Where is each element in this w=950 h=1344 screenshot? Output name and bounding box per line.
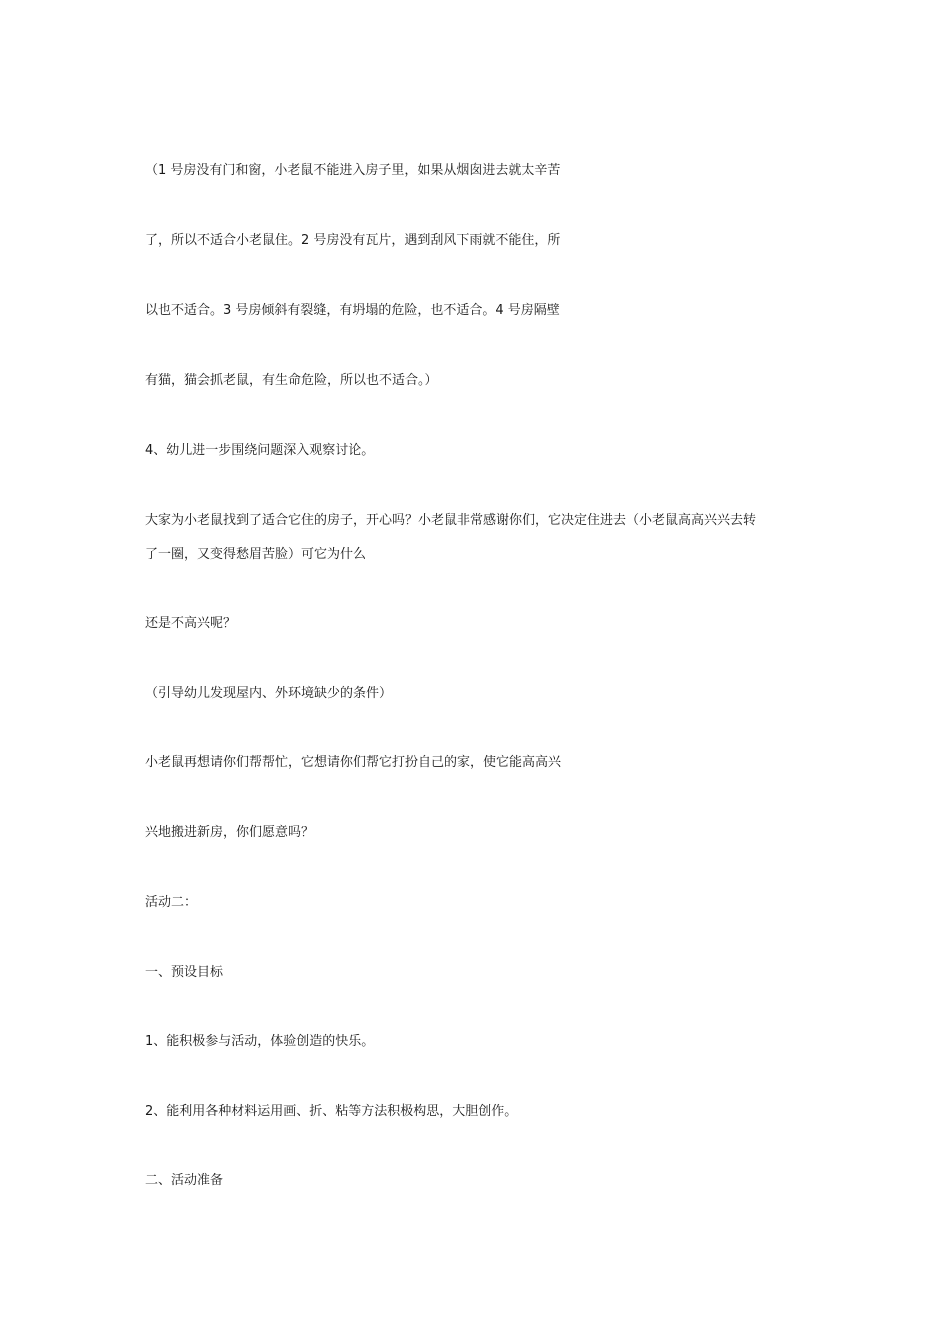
paragraph-line: （1 号房没有门和窗，小老鼠不能进入房子里，如果从烟囱进去就太辛苦	[145, 163, 561, 178]
paragraph-line: 了，所以不适合小老鼠住。2 号房没有瓦片，遇到刮风下雨就不能住，所	[145, 233, 561, 248]
list-item: 1、能积极参与活动，体验创造的快乐。	[145, 1034, 375, 1049]
section-heading: 一、预设目标	[145, 965, 224, 980]
paragraph-line: 小老鼠再想请你们帮帮忙，它想请你们帮它打扮自己的家，使它能高高兴	[145, 755, 562, 770]
paragraph-line: （引导幼儿发现屋内、外环境缺少的条件）	[145, 686, 393, 701]
paragraph-line: 兴地搬进新房，你们愿意吗？	[145, 825, 315, 840]
list-item: 2、能利用各种材料运用画、折、粘等方法积极构思，大胆创作。	[145, 1104, 518, 1119]
paragraph-line: 4、幼儿进一步围绕问题深入观察讨论。	[145, 443, 375, 458]
paragraph-line: 还是不高兴呢？	[145, 616, 237, 631]
section-heading: 二、活动准备	[145, 1173, 224, 1188]
paragraph-line: 以也不适合。3 号房倾斜有裂缝，有坍塌的危险，也不适合。4 号房隔壁	[145, 303, 560, 318]
paragraph-line: 了一圈，又变得愁眉苦脸）可它为什么	[145, 547, 367, 562]
paragraph-line: 大家为小老鼠找到了适合它住的房子，开心吗？小老鼠非常感谢你们，它决定住进去（小老鼠高高兴兴去转	[145, 513, 757, 528]
paragraph-line: 有猫，猫会抓老鼠，有生命危险，所以也不适合。）	[145, 373, 438, 388]
section-heading: 活动二：	[145, 895, 198, 910]
